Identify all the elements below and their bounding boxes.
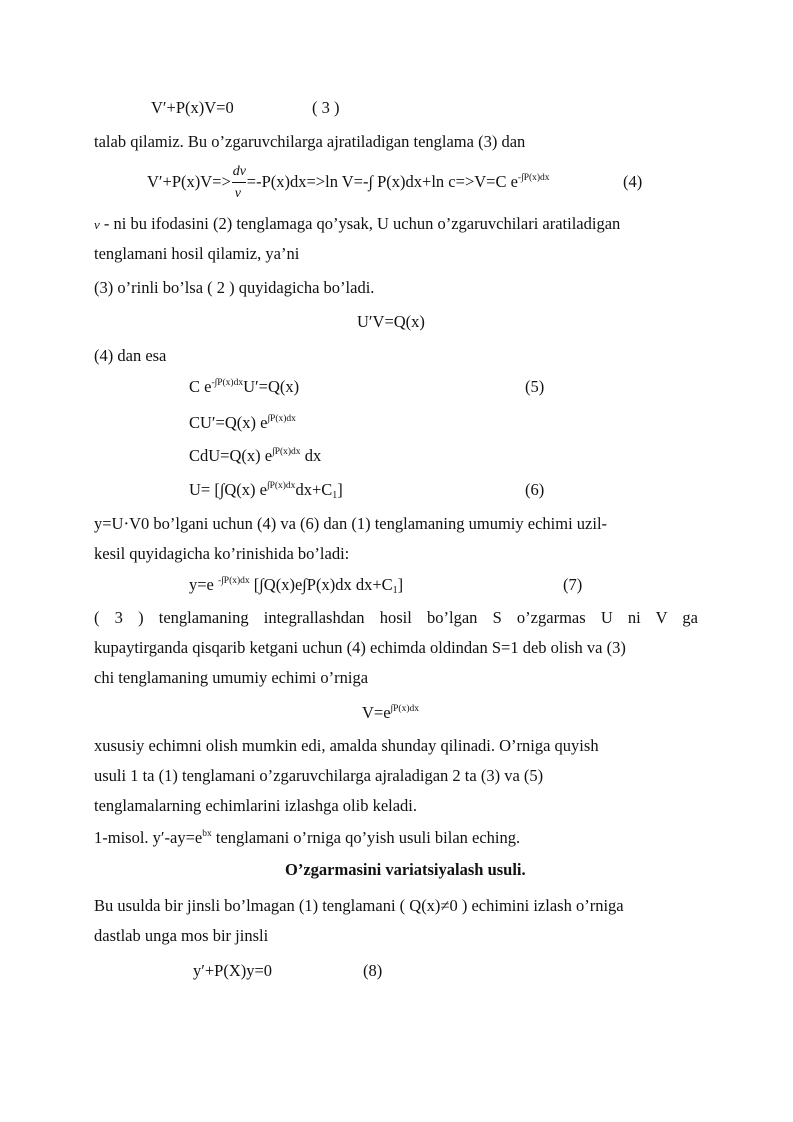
text-line-18: chi tenglamaning umumiy echimi o’rniga	[94, 668, 369, 687]
text-line-17: kupaytirganda qisqarib ketgani uchun (4) echimda oldindan S=1 deb olish va (3)	[94, 638, 626, 657]
equation-cdu: CdU=Q(x) $e^{\int P(x)dx}$ dx	[189, 446, 322, 465]
text-line-16: ( 3 ) tenglamaning integrallashdan hosil bo’lgan S o’zgarmas U ni V ga	[94, 608, 698, 627]
text-line-5: tenglamani hosil qilamiz, ya’ni	[94, 244, 300, 263]
equation-number-6: (6)	[525, 480, 545, 499]
text-line-21: usuli 1 ta (1) tenglamani o’zgaruvchilarga ajraladigan 2 ta (3) va (5)	[94, 766, 544, 785]
text-line-25: Bu usulda bir jinsli bo’lmagan (1) tenglamani ( Q(x)≠0 ) echimini izlash o’rniga	[94, 896, 624, 915]
fraction-dv-over-v: $\frac{dv}{v}$	[232, 164, 246, 201]
equation-number-5: (5)	[525, 377, 545, 396]
equation-number-7: (7)	[563, 575, 583, 594]
equation-uv: U′V=Q(x)	[357, 312, 425, 331]
equation-3: V′+P(x)V=0	[151, 98, 234, 117]
example-1: 1-misol. $y'-ay=e^{bx}$ tenglamani o’rniga qo’yish usuli bilan eching.	[94, 828, 521, 847]
text-line-2: talab qilamiz. Bu o’zgaruvchilarga ajratiladigan tenglama (3) dan	[94, 132, 526, 151]
text-line-22: tenglamalarning echimlarini izlashga olib keladi.	[94, 796, 418, 815]
text-line-20: xususiy echimni olish mumkin edi, amalda shunday qilinadi. O’rniga quyish	[94, 736, 599, 755]
equation-5: C $e^{-\int P(x)dx}U'=Q(x)$	[189, 377, 300, 396]
text-line-14: kesil quyidagicha ko’rinishida bo’ladi:	[94, 544, 350, 563]
equation-7: y=e $^{-\int P(x)dx}$ [∫Q(x)e∫P(x)dx $dx+C_1$]	[189, 575, 404, 596]
section-heading: O’zgarmasini variatsiyalash usuli.	[285, 860, 526, 879]
text-line-6: (3) o’rinli bo’lsa ( 2 ) quyidagicha bo’ladi.	[94, 278, 375, 297]
equation-6: U= [∫Q(x) $e^{\int P(x)dx}dx+C_1$]	[189, 480, 343, 501]
text-line-4: v - ni bu ifodasini (2) tenglamaga qo’ysak, U uchun o’zgaruvchilari aratiladigan	[94, 214, 621, 233]
text-line-13: y=U⋅V0 bo’lgani uchun (4) va (6) dan (1) tenglamaning umumiy echimi uzil-	[94, 514, 608, 533]
text-line-26: dastlab unga mos bir jinsli	[94, 926, 269, 945]
equation-4: V′+P(x)V=> $\frac{dv}{v}$ =-P(x)dx=>ln V=-∫ P(x)dx+ln c=>V=C $e^{-\int P(x)dx}$	[147, 164, 550, 201]
equation-v: $V=e^{\int P(x)dx}$	[362, 703, 420, 722]
fraction-bar	[232, 182, 246, 183]
equation-number-4: (4)	[623, 172, 643, 191]
equation-cu: CU′=Q(x) $e^{\int P(x)dx}$	[189, 413, 296, 432]
text-line-8: (4) dan esa	[94, 346, 167, 365]
equation-8: y′+P(X)y=0	[193, 961, 273, 980]
equation-number-3: ( 3 )	[312, 98, 340, 117]
equation-number-8: (8)	[363, 961, 383, 980]
